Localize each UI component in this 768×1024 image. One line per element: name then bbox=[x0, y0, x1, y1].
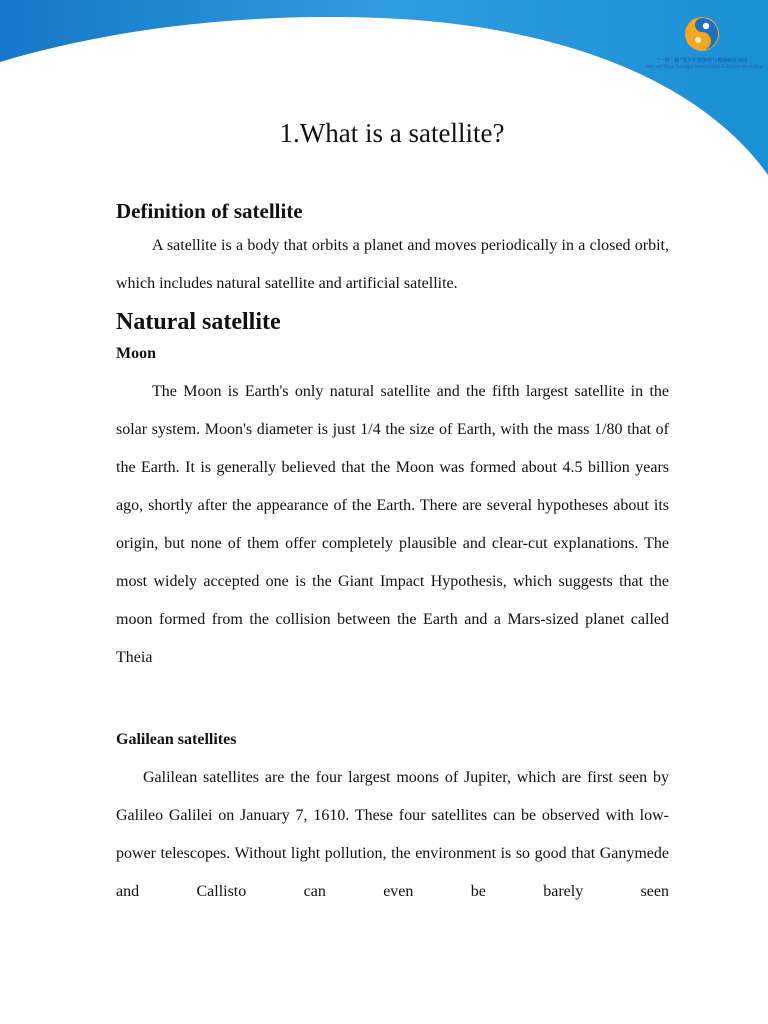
page-title: 1.What is a satellite? bbox=[279, 118, 505, 148]
document-body bbox=[116, 196, 669, 911]
moon-heading: Moon bbox=[116, 345, 156, 362]
galilean-paragraph: Galilean satellites are the four largest moons of Jupiter, which are first seen by Galileo Galilei on January 7, 1610. These four satellites can be observed with low-power telescopes. Without light pollution, the environment is so good that Ganymede and Callisto can even be barely seen bbox=[116, 769, 669, 900]
definition-paragraph: A satellite is a body that orbits a planet and moves periodically in a closed orbit, which includes natural satellite and artificial satellite. bbox=[116, 237, 669, 292]
natural-satellite-heading: Natural satellite bbox=[116, 309, 281, 335]
organization-logo-icon bbox=[684, 16, 720, 52]
galilean-heading: Galilean satellites bbox=[116, 731, 237, 748]
moon-paragraph: The Moon is Earth's only natural satellite and the fifth largest satellite in the solar system. Moon's diameter is just 1/4 the size of Earth, with the mass 1/80 that of the Earth. It is generally believed that the Moon was formed about 4.5 billion years ago, shortly after the appearance of the Earth. There are several hypotheses about its origin, but none of them offer completely plausible and clear-cut explanations. The most widely accepted one is the Giant Impact Hypothesis, which suggests that the moon formed from the collision between the Earth and a Mars-sized planet called Theia bbox=[116, 383, 669, 666]
logo-caption bbox=[646, 58, 763, 70]
logo-caption-en: Belt and Road Teenager Maker Camp & Teacher Workshop bbox=[646, 64, 763, 69]
logo-caption-cn: “一带一路”青少年创客营与教师研讨活动 bbox=[656, 58, 748, 64]
definition-heading: Definition of satellite bbox=[116, 199, 303, 223]
